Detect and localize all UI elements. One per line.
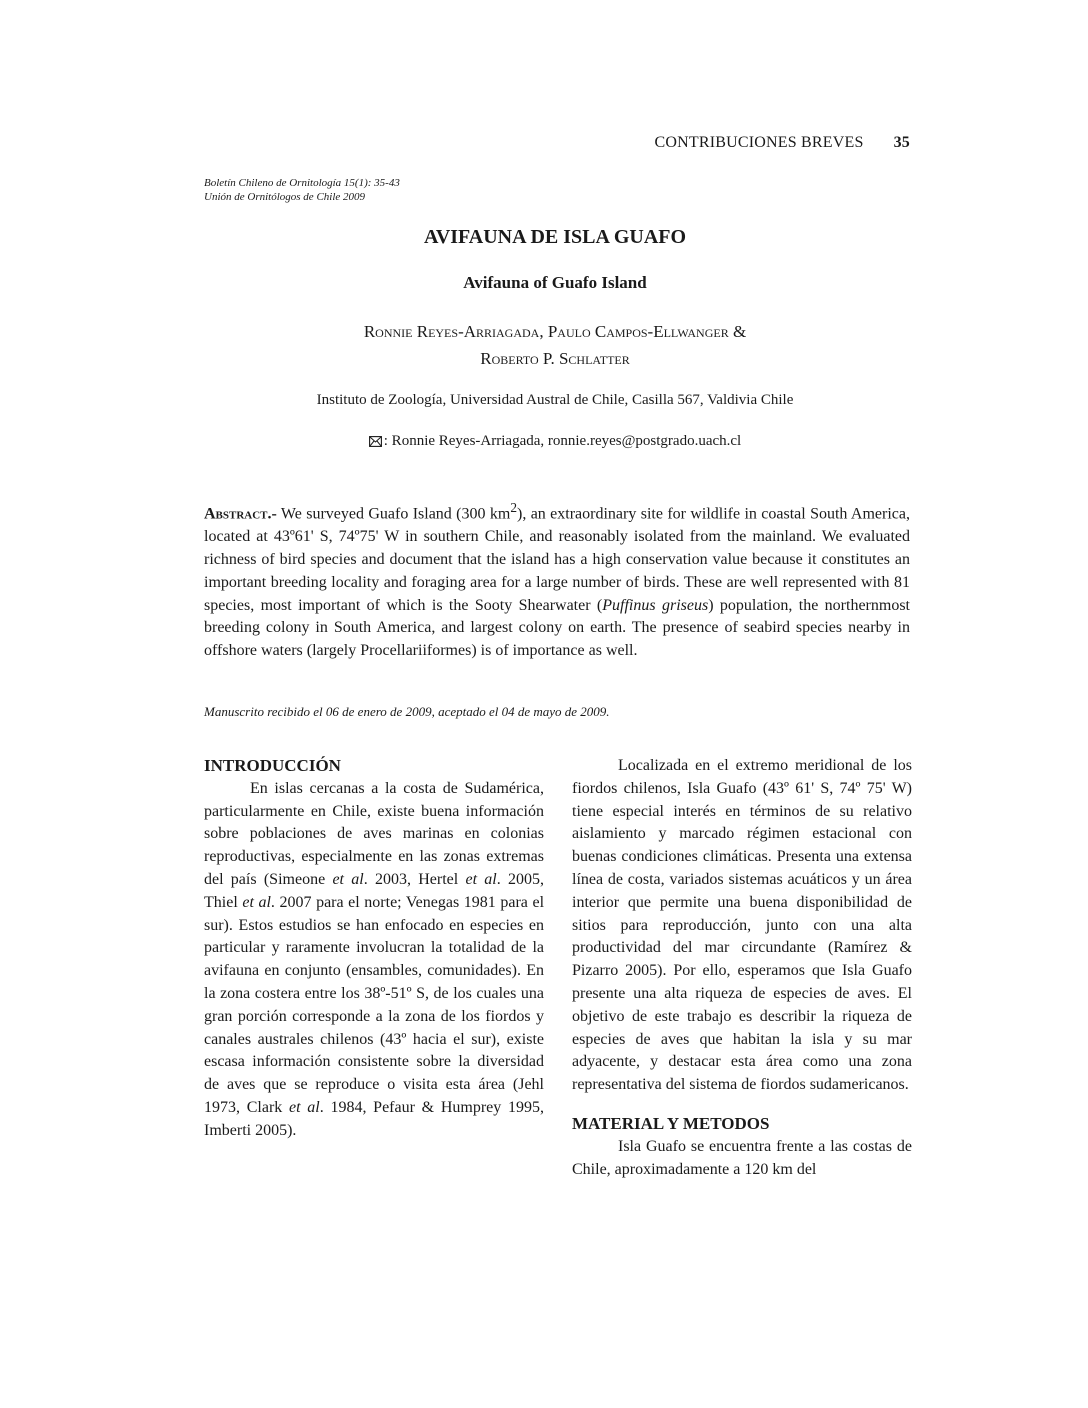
- authors: [0, 318, 1088, 372]
- abstract: [204, 497, 910, 663]
- abstract-species: Puffinus griseus: [602, 596, 709, 614]
- intro-heading: INTRODUCCIÓN: [204, 756, 341, 775]
- authors-line-1: Ronnie Reyes-Arriagada, Paulo Campos-Ellwanger &: [363, 322, 747, 341]
- page-number: 35: [893, 134, 910, 151]
- abstract-text-1: We surveyed Guafo Island (300 km: [276, 505, 511, 523]
- intro-etal-4: et al: [289, 1098, 320, 1116]
- running-head-section: CONTRIBUCIONES BREVES: [654, 134, 864, 151]
- authors-line-2: Roberto P. Schlatter: [480, 349, 630, 368]
- manuscript-dates: Manuscrito recibido el 06 de enero de 2009, aceptado el 04 de mayo de 2009.: [204, 704, 610, 719]
- column-left: [204, 755, 544, 1143]
- intro-text-3: . 2005, Thiel: [204, 870, 545, 911]
- section-gap: [572, 1097, 912, 1113]
- intro-text-1: En islas cercanas a la costa de Sudamérica, particularmente en Chile, existe buena información sobre poblaciones de aves marinas en colonias reproductivas, especialmente en las zonas extremas del país (Simeone: [204, 779, 544, 888]
- journal-line-1: Boletín Chileno de Ornitología 15(1): 35-43: [204, 177, 400, 189]
- intro-paragraph: [204, 778, 544, 1143]
- running-head: [560, 134, 910, 152]
- abstract-text-2: ), an extraordinary site for wildlife in coastal South America, located at 43º61' S, 74º75' W in southern Chile, and reasonably isolated from the mainland. We evaluated richness of bird species and document that the island has a high conservation value because it constitutes an important breeding locality and foraging area for a large number of birds. These are well represented with 81 species, most important of which is the Sooty Shearwater (: [204, 505, 911, 614]
- affiliation: Instituto de Zoología, Universidad Austral de Chile, Casilla 567, Valdivia Chile: [316, 392, 794, 408]
- contact: [0, 433, 1088, 450]
- journal-citation: [204, 176, 400, 204]
- envelope-icon: [369, 436, 382, 447]
- article-title: AVIFAUNA DE ISLA GUAFO: [423, 226, 687, 248]
- abstract-superscript: 2: [510, 500, 517, 515]
- abstract-lead: Abstract.-: [204, 505, 277, 523]
- intro-text-2: . 2003, Hertel: [363, 870, 466, 888]
- intro-etal-1: et al: [332, 870, 364, 888]
- intro-etal-2: et al: [465, 870, 497, 888]
- journal-line-2: Unión de Ornitólogos de Chile 2009: [204, 191, 366, 203]
- methods-paragraph: Isla Guafo se encuentra frente a las costas de Chile, aproximadamente a 120 km del: [572, 1137, 912, 1178]
- contact-text: : Ronnie Reyes-Arriagada, ronnie.reyes@postgrado.uach.cl: [383, 433, 742, 449]
- methods-heading: MATERIAL Y METODOS: [572, 1113, 770, 1133]
- column-right: [572, 755, 912, 1181]
- objective-paragraph: Localizada en el extremo meridional de los fiordos chilenos, Isla Guafo (43º 61' S, 74º 75' W) tiene especial interés en términos de su relativo aislamiento y marcado régimen estacional con buenas condiciones climáticas. Presenta una extensa línea de costa, variados sistemas acuáticos y un área interior que permite una buena disponibilidad de sitios para reproducción, junto con una alta productividad del mar circundante (Ramírez & Pizarro 2005). Por ello, esperamos que Isla Guafo presente una alta riqueza de especies de aves. El objetivo de este trabajo es describir la riqueza de especies de aves que habitan la isla y su mar adyacente, y destacar esta área como una zona representativa del sistema de fiordos sudamericanos.: [572, 757, 912, 1094]
- intro-text-5: . 1984, Pefaur & Humprey 1995, Imberti 2005).: [204, 1098, 544, 1139]
- abstract-text-3: ) population, the northernmost breeding colony in South America, and largest colony on earth. The presence of seabird species nearby in offshore waters (largely Procellariiformes) is of importance as well.: [204, 596, 911, 660]
- intro-etal-3: et al: [242, 893, 271, 911]
- article-subtitle: Avifauna of Guafo Island: [463, 273, 647, 292]
- intro-text-4: . 2007 para el norte; Venegas 1981 para el sur). Estos estudios se han enfocado en especies en particular y raramente involucran la totalidad de la avifauna en conjunto (ensambles, comunidades). En la zona costera entre los 38º-51º S, de los cuales una gran porción corresponde a la zona de los fiordos y canales australes chilenos (43º hacia el sur), existe escasa información consistente sobre la diversidad de aves que se reproduce o visita esta área (Jehl 1973, Clark: [204, 893, 545, 1116]
